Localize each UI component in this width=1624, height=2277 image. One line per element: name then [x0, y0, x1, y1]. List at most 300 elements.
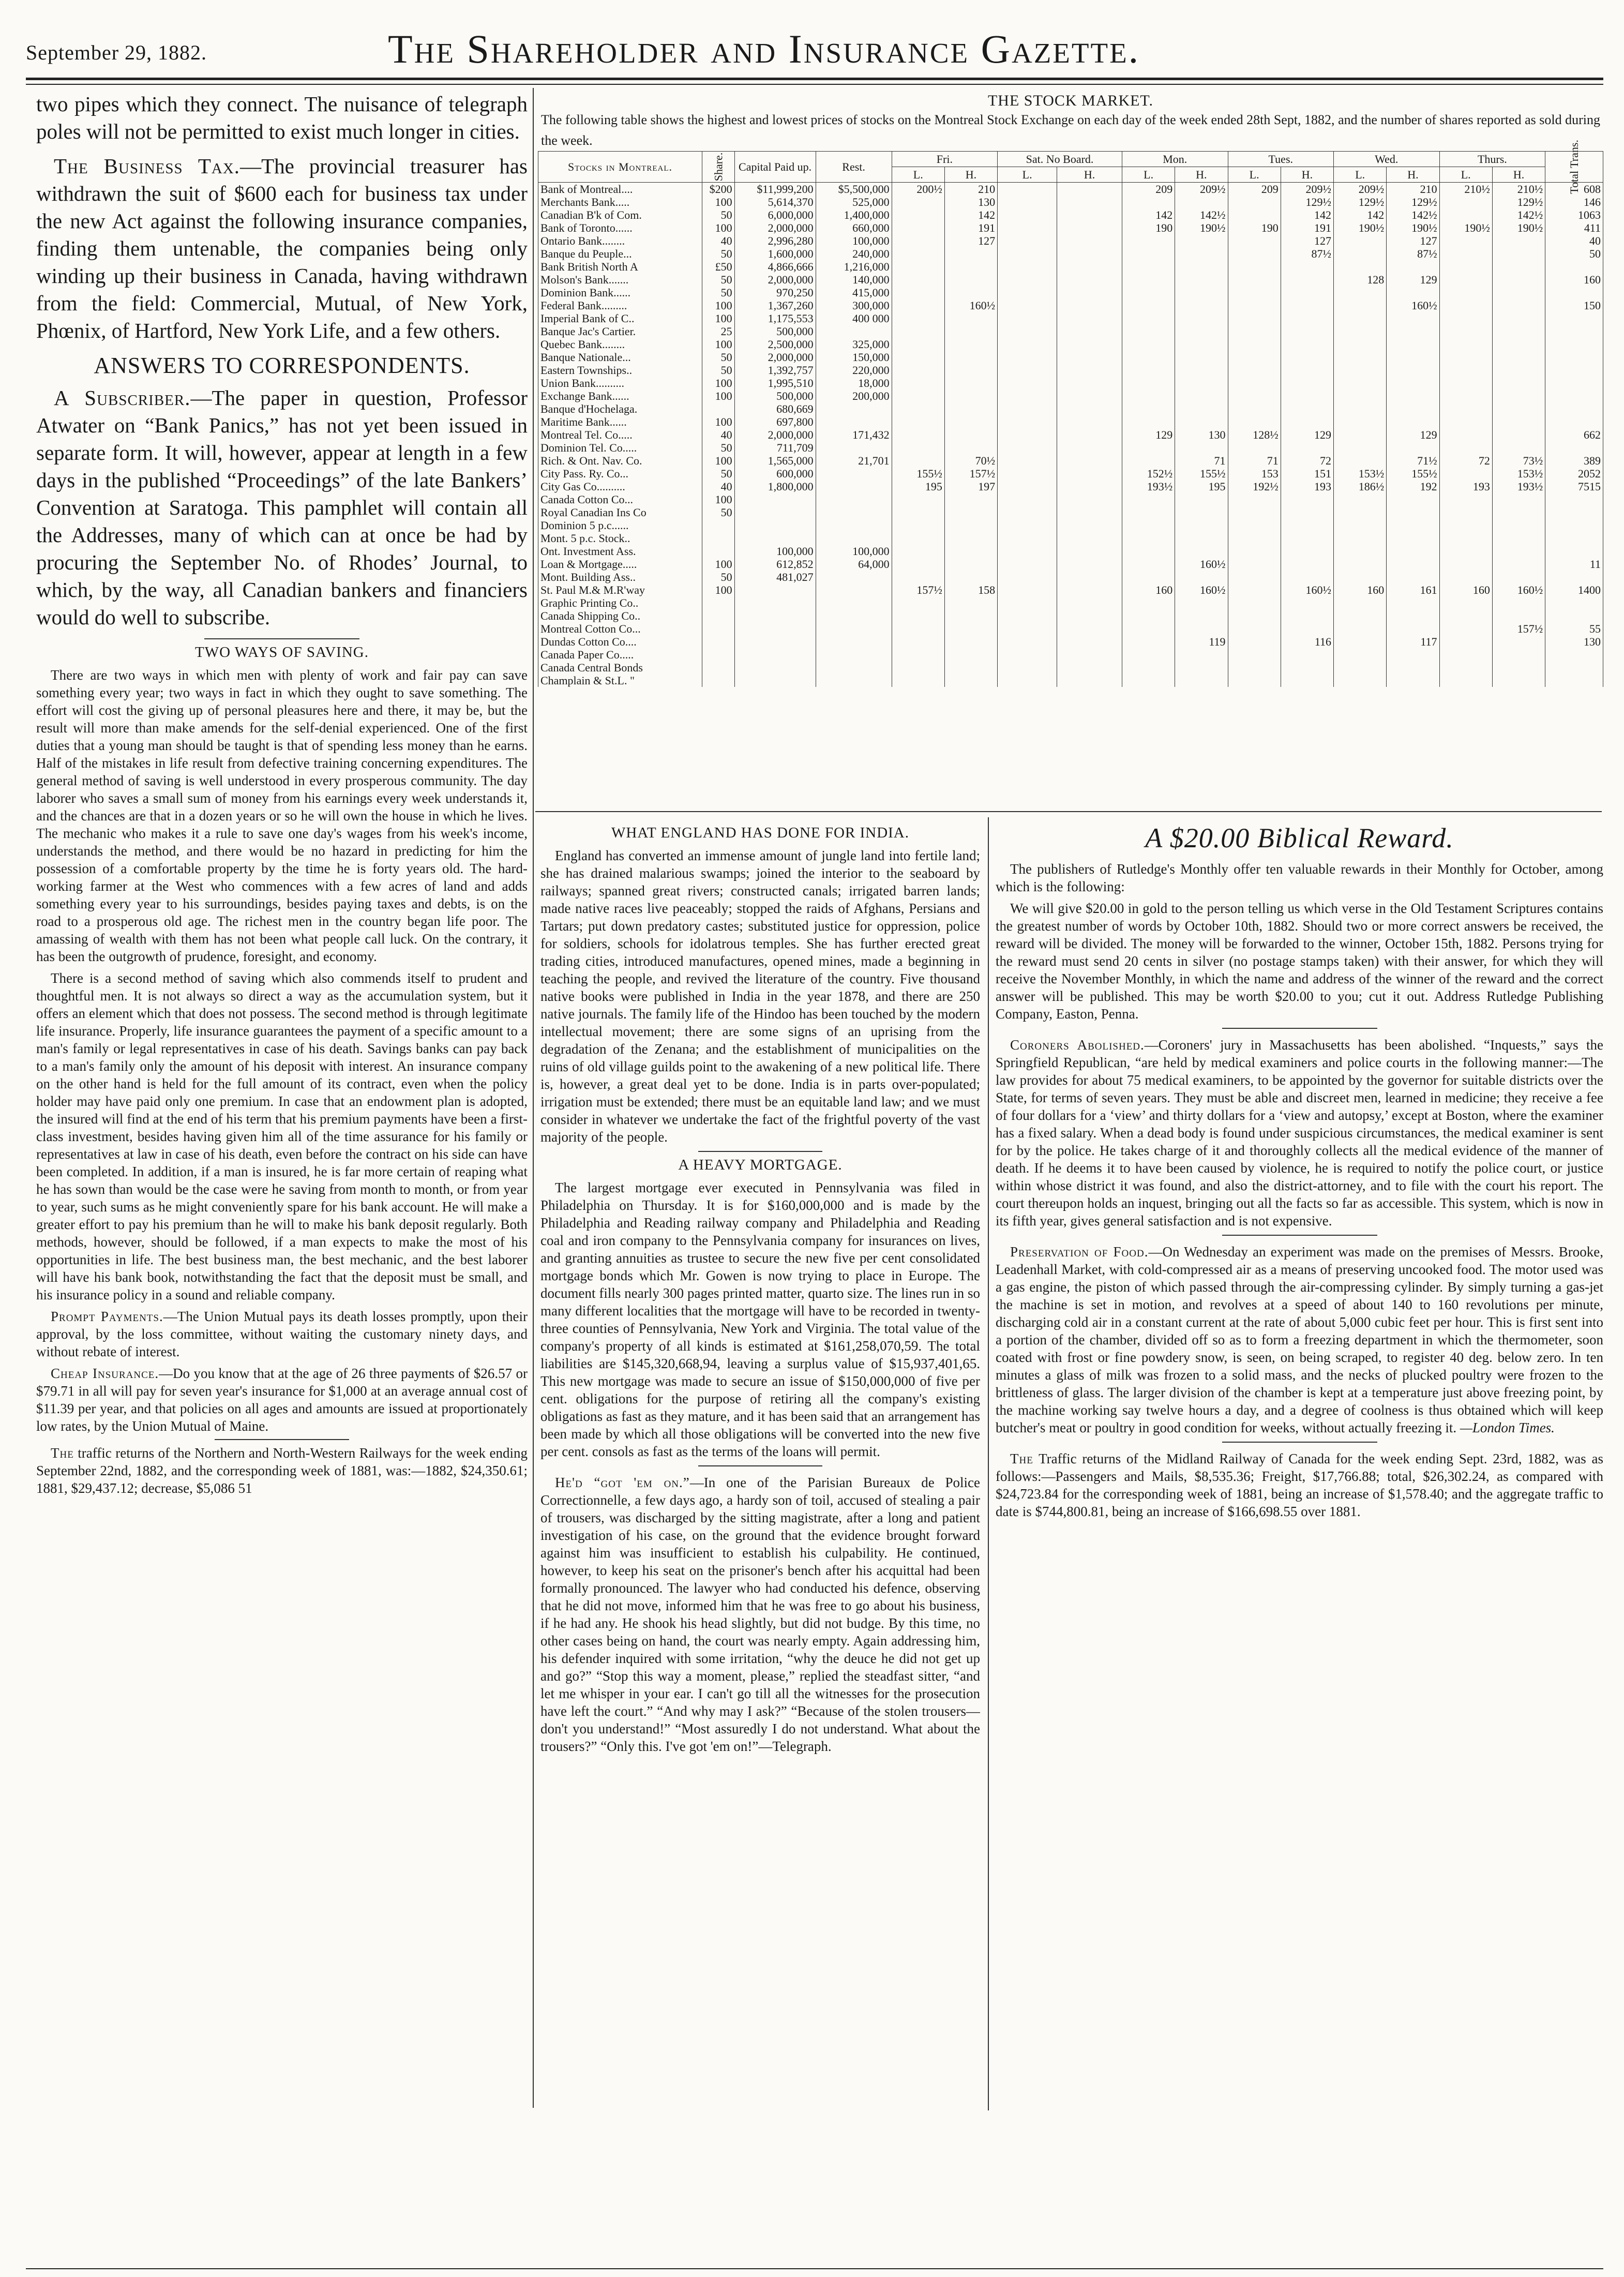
table-cell: [1545, 545, 1603, 558]
stock-table-body: [538, 183, 1603, 687]
table-cell: [1122, 377, 1175, 390]
table-cell: 50: [702, 441, 735, 454]
table-cell: [1387, 532, 1439, 545]
india-body: England has converted an immense amount of jungle land into fertile land; she has drained malarious swamps; joined the interior to the seaboard by railways; spanned great rivers; constructed canals; irrigated barren lands; made native races live peaceably; stopped the raids of Afghans, Persians and Tartars; put down predatory castes; substituted justice for oppression, police for soldiers, schools for idolatrous temples. She has further erected great trading cities, introduced manufactures, opened mines, made a beginning in teaching the people, and revived the literature of the country. Five thousand native books were published in India in the year 1878, and there are 250 native journals. The family life of the Hindoo has been touched by the modern intellectual movement; there are some signs of an uprising from the degradation of the Zenana; and the establishment of municipalities on the ruins of old village guilds point to the awakening of a new political life. There is, however, a great deal yet to be done. India is in parts over-populated; irrigation must be extended; there must be an equitable land law; and we must consider in whatever we undertake the fact of the frightful poverty of the vast majority of the people.: [540, 848, 980, 1145]
table-cell: [1439, 519, 1492, 532]
table-cell: 2,000,000: [734, 221, 816, 234]
table-cell: [1492, 493, 1545, 506]
table-cell: [702, 622, 735, 635]
table-cell: [892, 428, 944, 441]
low-header: L.: [892, 167, 944, 183]
day-header-mon: Mon.: [1122, 152, 1228, 167]
table-cell: [1057, 428, 1122, 441]
table-cell: [944, 661, 997, 674]
table-cell: [1122, 351, 1175, 364]
table-cell: [1492, 648, 1545, 661]
table-cell: 155½: [892, 467, 944, 480]
page-bottom-rule: [26, 2268, 1603, 2269]
table-cell: 2052: [1545, 467, 1603, 480]
table-cell: [944, 571, 997, 583]
table-cell: [1545, 661, 1603, 674]
reward-paragraph-1: The publishers of Rutledge's Monthly offer ten valuable rewards in their Monthly for October, among which is the following:: [996, 861, 1603, 894]
table-row: [538, 571, 1603, 583]
table-cell: [998, 428, 1057, 441]
table-cell: [1057, 299, 1122, 312]
table-cell: [1057, 583, 1122, 596]
table-cell: 87½: [1281, 247, 1333, 260]
table-cell: [998, 674, 1057, 687]
table-cell: [892, 635, 944, 648]
table-row: [538, 299, 1603, 312]
left-column: [36, 91, 528, 1591]
table-row: [538, 545, 1603, 558]
table-cell: [998, 571, 1057, 583]
table-cell: [1545, 493, 1603, 506]
table-cell: 70½: [944, 454, 997, 467]
table-cell: [1334, 312, 1387, 325]
table-row: [538, 234, 1603, 247]
table-cell: [944, 286, 997, 299]
table-cell: [1057, 571, 1122, 583]
table-cell: [892, 312, 944, 325]
table-cell: [1492, 415, 1545, 428]
table-cell: [1334, 415, 1387, 428]
mortgage-article: [540, 1156, 980, 1460]
table-cell: 697,800: [734, 415, 816, 428]
table-cell: [1387, 493, 1439, 506]
table-row: [538, 247, 1603, 260]
answers-lead: A Subscriber.: [54, 386, 191, 410]
table-cell: [816, 622, 892, 635]
table-cell: [1281, 260, 1333, 273]
table-cell: [998, 545, 1057, 558]
high-header: H.: [944, 167, 997, 183]
stock-name-cell: Banque Nationale...: [538, 351, 702, 364]
table-cell: [1228, 299, 1281, 312]
table-cell: [816, 609, 892, 622]
table-cell: [1175, 622, 1228, 635]
table-cell: [1439, 493, 1492, 506]
table-cell: [1281, 273, 1333, 286]
table-cell: [1545, 519, 1603, 532]
table-cell: [1439, 428, 1492, 441]
table-cell: 64,000: [816, 558, 892, 571]
table-cell: [1122, 596, 1175, 609]
table-cell: [944, 415, 997, 428]
table-cell: [816, 596, 892, 609]
table-cell: [998, 183, 1057, 196]
table-cell: [1281, 441, 1333, 454]
table-cell: [998, 234, 1057, 247]
table-cell: [944, 674, 997, 687]
table-cell: [1439, 571, 1492, 583]
table-cell: [816, 480, 892, 493]
table-row: [538, 402, 1603, 415]
table-cell: [1057, 260, 1122, 273]
table-cell: [1057, 286, 1122, 299]
table-cell: 71: [1175, 454, 1228, 467]
table-cell: [1057, 247, 1122, 260]
table-cell: [1439, 390, 1492, 402]
food-source: —London Times.: [1460, 1420, 1555, 1435]
table-cell: [944, 532, 997, 545]
table-cell: [998, 648, 1057, 661]
table-cell: [1545, 364, 1603, 377]
table-cell: 191: [1281, 221, 1333, 234]
table-cell: 680,669: [734, 402, 816, 415]
food-article: [996, 1243, 1603, 1436]
table-cell: [944, 622, 997, 635]
table-cell: [1228, 583, 1281, 596]
table-row: [538, 506, 1603, 519]
table-cell: 190½: [1334, 221, 1387, 234]
table-cell: [1175, 234, 1228, 247]
table-cell: [944, 545, 997, 558]
table-cell: [1334, 532, 1387, 545]
stock-market-section: [538, 92, 1603, 808]
table-cell: [1492, 260, 1545, 273]
table-cell: [1175, 390, 1228, 402]
table-cell: [1387, 377, 1439, 390]
high-header: H.: [1387, 167, 1439, 183]
table-cell: [1057, 648, 1122, 661]
table-cell: [1334, 338, 1387, 351]
table-cell: [1334, 648, 1387, 661]
stock-market-intro: The following table shows the highest and lowest prices of stocks on the Montreal Stock Exchange on each day of the week ended 28th Sept, 1882, and the number of shares reported as sold during the week.: [541, 112, 1600, 148]
table-cell: [1334, 364, 1387, 377]
table-cell: [1492, 234, 1545, 247]
stock-name-cell: Mont. 5 p.c. Stock..: [538, 532, 702, 545]
table-cell: [1228, 415, 1281, 428]
table-cell: [1492, 286, 1545, 299]
table-cell: [1439, 377, 1492, 390]
col-stocks-header: [538, 152, 702, 183]
table-cell: [1439, 325, 1492, 338]
table-row: [538, 519, 1603, 532]
table-cell: [998, 609, 1057, 622]
table-cell: [1281, 532, 1333, 545]
table-cell: [998, 338, 1057, 351]
table-cell: 190: [1228, 221, 1281, 234]
answers-paragraph: [36, 384, 528, 631]
table-cell: [1175, 260, 1228, 273]
table-cell: [1387, 506, 1439, 519]
table-row: [538, 312, 1603, 325]
table-cell: [998, 635, 1057, 648]
table-cell: [1545, 648, 1603, 661]
table-cell: [892, 260, 944, 273]
table-cell: [1545, 596, 1603, 609]
table-cell: 209: [1122, 183, 1175, 196]
stock-name-cell: Merchants Bank.....: [538, 196, 702, 208]
table-row: [538, 674, 1603, 687]
table-cell: [1387, 648, 1439, 661]
table-cell: [892, 221, 944, 234]
table-cell: [1228, 648, 1281, 661]
food-text: —On Wednesday an experiment was made on the premises of Messrs. Brooke, Leadenhall Market, with cold-compressed air as a means of preserving uncooked food. The motor used was a gas engine, the piston of which passed through the air-compressing cylinder. By simply turning a gas-jet the machine is set in motion, and revolves at a speed of about 140 to 160 revolutions per minute, discharging cold air in a constant current at the rate of about 5,000 cubic feet per hour. This is first sent into a portion of the chamber, divided off so as to form a freezing department in which the thermometer, soon coated with frost or fine powdery snow, is seen, on being scraped, to register 40 deg. below zero. In ten minutes a glass of milk was frozen to a solid mass, and the necks of plucked poultry were frozen to the brittleness of glass. The larger division of the chamber is kept at a temperature just above freezing point, by the machine working say twelve hours a day, and a degree of coolness is thus obtained which will keep butcher's meat or poultry in good condition for weeks, without actually freezing it.: [996, 1244, 1603, 1435]
table-cell: [1492, 558, 1545, 571]
table-cell: [1545, 532, 1603, 545]
table-cell: [1122, 273, 1175, 286]
table-cell: [998, 558, 1057, 571]
table-cell: [1439, 441, 1492, 454]
table-cell: [998, 325, 1057, 338]
table-cell: [1387, 661, 1439, 674]
masthead: [26, 21, 1603, 72]
table-cell: 481,027: [734, 571, 816, 583]
table-cell: [1122, 635, 1175, 648]
table-cell: [1387, 390, 1439, 402]
table-cell: [816, 325, 892, 338]
table-cell: [944, 428, 997, 441]
table-cell: [1281, 558, 1333, 571]
table-cell: [1545, 415, 1603, 428]
table-cell: [1122, 364, 1175, 377]
table-cell: [1057, 377, 1122, 390]
table-cell: [1057, 325, 1122, 338]
table-cell: [1057, 273, 1122, 286]
table-cell: [1334, 325, 1387, 338]
table-cell: [1281, 545, 1333, 558]
table-cell: [1175, 441, 1228, 454]
table-cell: [1545, 609, 1603, 622]
table-cell: 1,400,000: [816, 208, 892, 221]
table-cell: [1334, 493, 1387, 506]
table-cell: [1545, 286, 1603, 299]
table-cell: [1057, 558, 1122, 571]
pipes-paragraph: two pipes which they connect. The nuisance of telegraph poles will not be permitted to exist much longer in cities.: [36, 92, 528, 143]
col-stocks-label: Stocks in Montreal.: [567, 160, 673, 173]
stock-name-cell: Banque du Peuple...: [538, 247, 702, 260]
table-cell: [1334, 661, 1387, 674]
table-cell: [1387, 338, 1439, 351]
table-cell: [1334, 234, 1387, 247]
table-cell: 87½: [1387, 247, 1439, 260]
table-cell: [816, 493, 892, 506]
table-cell: [1057, 609, 1122, 622]
stock-name-cell: City Pass. Ry. Co...: [538, 467, 702, 480]
table-cell: 129: [1387, 428, 1439, 441]
table-row: [538, 183, 1603, 196]
table-cell: [816, 532, 892, 545]
table-cell: 209½: [1175, 183, 1228, 196]
table-cell: [1057, 454, 1122, 467]
table-cell: [892, 325, 944, 338]
gazette-title: The Shareholder and Insurance Gazette.: [388, 26, 1140, 71]
table-cell: 129½: [1387, 196, 1439, 208]
table-row: [538, 596, 1603, 609]
table-cell: [998, 286, 1057, 299]
table-cell: 50: [702, 364, 735, 377]
table-cell: [1281, 299, 1333, 312]
table-cell: 100,000: [816, 545, 892, 558]
table-cell: 100,000: [734, 545, 816, 558]
table-cell: [1439, 312, 1492, 325]
stock-name-cell: Loan & Mortgage.....: [538, 558, 702, 571]
table-cell: 411: [1545, 221, 1603, 234]
table-cell: 100: [702, 390, 735, 402]
table-cell: [998, 402, 1057, 415]
table-cell: [1228, 273, 1281, 286]
table-cell: [816, 661, 892, 674]
stock-name-cell: Canadian B'k of Com.: [538, 208, 702, 221]
table-cell: [892, 273, 944, 286]
table-cell: [892, 648, 944, 661]
table-cell: 100: [702, 196, 735, 208]
table-cell: 608: [1545, 183, 1603, 196]
table-cell: [1057, 622, 1122, 635]
table-cell: 157½: [1492, 622, 1545, 635]
table-cell: 151: [1281, 467, 1333, 480]
table-cell: 117: [1387, 635, 1439, 648]
table-cell: 18,000: [816, 377, 892, 390]
table-cell: [1228, 622, 1281, 635]
table-cell: 190½: [1439, 221, 1492, 234]
table-cell: $11,999,200: [734, 183, 816, 196]
table-cell: 1063: [1545, 208, 1603, 221]
table-cell: [1175, 351, 1228, 364]
table-cell: [1228, 441, 1281, 454]
table-cell: 71½: [1387, 454, 1439, 467]
table-cell: [1122, 441, 1175, 454]
table-cell: [1228, 208, 1281, 221]
right-column: [996, 820, 1603, 2108]
table-cell: [1492, 351, 1545, 364]
midland-text: Traffic returns of the Midland Railway of Canada for the week ending Sept. 23rd, 1882, was as follows:—Passengers and Mails, $8,535.36; Freight, $17,766.88; total, $26,302.24, as compared with $24,723.84 for the corresponding week of 1881, being an increase of $1,578.40; and the aggregate traffic to date is $744,800.81, being an increase of $166,698.55 over 1881.: [996, 1451, 1603, 1519]
table-cell: 970,250: [734, 286, 816, 299]
table-cell: 2,000,000: [734, 428, 816, 441]
table-cell: [892, 351, 944, 364]
table-cell: [944, 635, 997, 648]
table-cell: [1057, 493, 1122, 506]
stock-name-cell: Montreal Cotton Co...: [538, 622, 702, 635]
table-cell: 2,996,280: [734, 234, 816, 247]
table-cell: [1057, 183, 1122, 196]
mortgage-body: The largest mortgage ever executed in Pennsylvania was filed in Philadelphia on Thursday. It is for $160,000,000 and is made by the Philadelphia and Reading railway company and Philadelphia and Reading coal and iron company to the Pennsylvania company for insurances on lives, and granting annuities as trustee to secure the new five per cent consolidated mortgage bonds which Mr. Gowen is now trying to place in Europe. The document fills nearly 300 pages printed matter, quarto size. The lines run in so many different localities that the mortgage will have to be recorded in twenty-three counties of Pennsylvania, New York and Virginia. The total value of the company's property of all kinds is estimated at $161,258,070,59. The total liabilities are $145,320,668,94, leaving a surplus value of $15,937,401,65. This new mortgage was made to secure an issue of $150,000,000 of five per cent. obligations for the purpose of retiring all the company's existing obligations as fast as they mature, and it has been said that an arrangement has been made by which all those obligations will be converted into the new five per cent. consols as fast as the terms of the loans will permit.: [540, 1180, 980, 1459]
table-cell: 209: [1228, 183, 1281, 196]
table-cell: 100: [702, 338, 735, 351]
table-row: [538, 377, 1603, 390]
table-cell: 711,709: [734, 441, 816, 454]
table-cell: [1057, 519, 1122, 532]
table-cell: 50: [702, 467, 735, 480]
masthead-rule-thin: [26, 84, 1603, 85]
prompt-payments-paragraph: [36, 1308, 528, 1360]
table-cell: [944, 493, 997, 506]
table-cell: 50: [702, 208, 735, 221]
table-cell: [734, 532, 816, 545]
stock-name-cell: Quebec Bank........: [538, 338, 702, 351]
table-cell: 142: [1281, 208, 1333, 221]
table-cell: [998, 622, 1057, 635]
table-cell: 612,852: [734, 558, 816, 571]
table-cell: [1175, 338, 1228, 351]
issue-date: September 29, 1882.: [26, 41, 207, 64]
table-cell: [734, 648, 816, 661]
col-rest-header: Rest.: [816, 152, 892, 183]
table-cell: [816, 674, 892, 687]
table-cell: [816, 571, 892, 583]
table-cell: 160½: [1175, 583, 1228, 596]
stock-name-cell: Molson's Bank.......: [538, 273, 702, 286]
table-cell: [944, 596, 997, 609]
stock-table-bottom-rule: [535, 811, 1602, 812]
high-header: H.: [1492, 167, 1545, 183]
stock-name-cell: Banque Jac's Cartier.: [538, 325, 702, 338]
table-cell: [1122, 648, 1175, 661]
table-cell: 1,565,000: [734, 454, 816, 467]
business-tax-heading: The Business Tax.: [54, 154, 240, 178]
table-cell: [1228, 674, 1281, 687]
table-cell: 240,000: [816, 247, 892, 260]
low-header: L.: [1334, 167, 1387, 183]
table-cell: [944, 247, 997, 260]
table-cell: 40: [1545, 234, 1603, 247]
saving-heading: TWO WAYS OF SAVING.: [195, 644, 369, 661]
table-cell: 153: [1228, 467, 1281, 480]
table-cell: [944, 273, 997, 286]
table-cell: [1122, 661, 1175, 674]
table-cell: [1057, 221, 1122, 234]
table-cell: [1492, 635, 1545, 648]
table-cell: [1334, 454, 1387, 467]
table-cell: 2,000,000: [734, 273, 816, 286]
table-cell: 1,800,000: [734, 480, 816, 493]
table-cell: [1492, 506, 1545, 519]
table-cell: [1175, 661, 1228, 674]
table-cell: [1281, 596, 1333, 609]
table-cell: [998, 596, 1057, 609]
table-cell: 195: [892, 480, 944, 493]
table-cell: [944, 325, 997, 338]
stock-name-cell: Exchange Bank......: [538, 390, 702, 402]
prompt-payments-lead: Prompt Payments.: [51, 1309, 163, 1324]
table-cell: [1281, 351, 1333, 364]
table-cell: [944, 506, 997, 519]
table-cell: 100: [702, 493, 735, 506]
table-row: [538, 493, 1603, 506]
table-cell: [1281, 338, 1333, 351]
table-cell: 40: [702, 234, 735, 247]
table-cell: [998, 196, 1057, 208]
table-cell: 130: [944, 196, 997, 208]
column-divider: [988, 817, 989, 2110]
table-cell: [1545, 260, 1603, 273]
table-cell: 50: [702, 286, 735, 299]
table-cell: [892, 415, 944, 428]
table-row: [538, 260, 1603, 273]
table-cell: [892, 454, 944, 467]
table-cell: [1334, 596, 1387, 609]
table-cell: [1439, 635, 1492, 648]
stock-name-cell: Canada Cotton Co...: [538, 493, 702, 506]
table-cell: 119: [1175, 635, 1228, 648]
saving-paragraph-2: There is a second method of saving which also commends itself to prudent and thoughtful men. It is not always so direct a way as the accumulation system, but it offers an element which that does not possess. The second method is through legitimate life insurance. Properly, life insurance guarantees the payment of a specific amount to a man's family or legal representatives in case of his death. Savings banks can pay back to a man's family only the amount of his deposit with interest. An insurance company on the other hand is held for the full amount of its contract, even when the policy holder may have paid only one premium. In case that an endowment plan is adopted, the insured will find at the end of his term that his premium payments have been a first-class investment, besides having given him all of the time assurance for his family or representatives at law in case of his death, even before the contract on his side can have been completed. In addition, if a man is insured, he is far more certain of reaping what he has sown than would be the case were he saving from month to month, or from year to year, such sums as he might conveniently spare for his bank account. He will make a greater effort to pay his premium than he will to make his bank deposit regularly. Both methods, however, should be followed, if a man expects to make the most of his opportunities in life. The best business man, the best mechanic, and the best laborer will have his bank book, notwithstanding the fact that the deposit must be small, and his insurance policy in a sound and reliable company.: [36, 970, 528, 1302]
table-cell: [1281, 364, 1333, 377]
stock-name-cell: Dominion Bank......: [538, 286, 702, 299]
table-cell: [1439, 506, 1492, 519]
stock-name-cell: Canada Shipping Co..: [538, 609, 702, 622]
table-cell: 160: [1334, 583, 1387, 596]
table-cell: [1228, 196, 1281, 208]
answers-text: —The paper in question, Professor Atwater on “Bank Panics,” has not yet been issued in separate form. It will, however, appear at length in a few days in the published “Proceedings” of the late Bankers’ Convention at Saratoga. This pamphlet will contain all the Addresses, many of which can at once be had by procuring the September No. of Rhodes’ Journal, to which, by the way, all Canadian bankers and financiers would do well to subscribe.: [36, 386, 528, 629]
table-cell: 150,000: [816, 351, 892, 364]
col-share-label: Share.: [712, 152, 725, 182]
table-cell: 1,367,260: [734, 299, 816, 312]
table-cell: [1228, 519, 1281, 532]
northern-traffic-lead: The: [51, 1445, 74, 1461]
table-cell: [1057, 596, 1122, 609]
